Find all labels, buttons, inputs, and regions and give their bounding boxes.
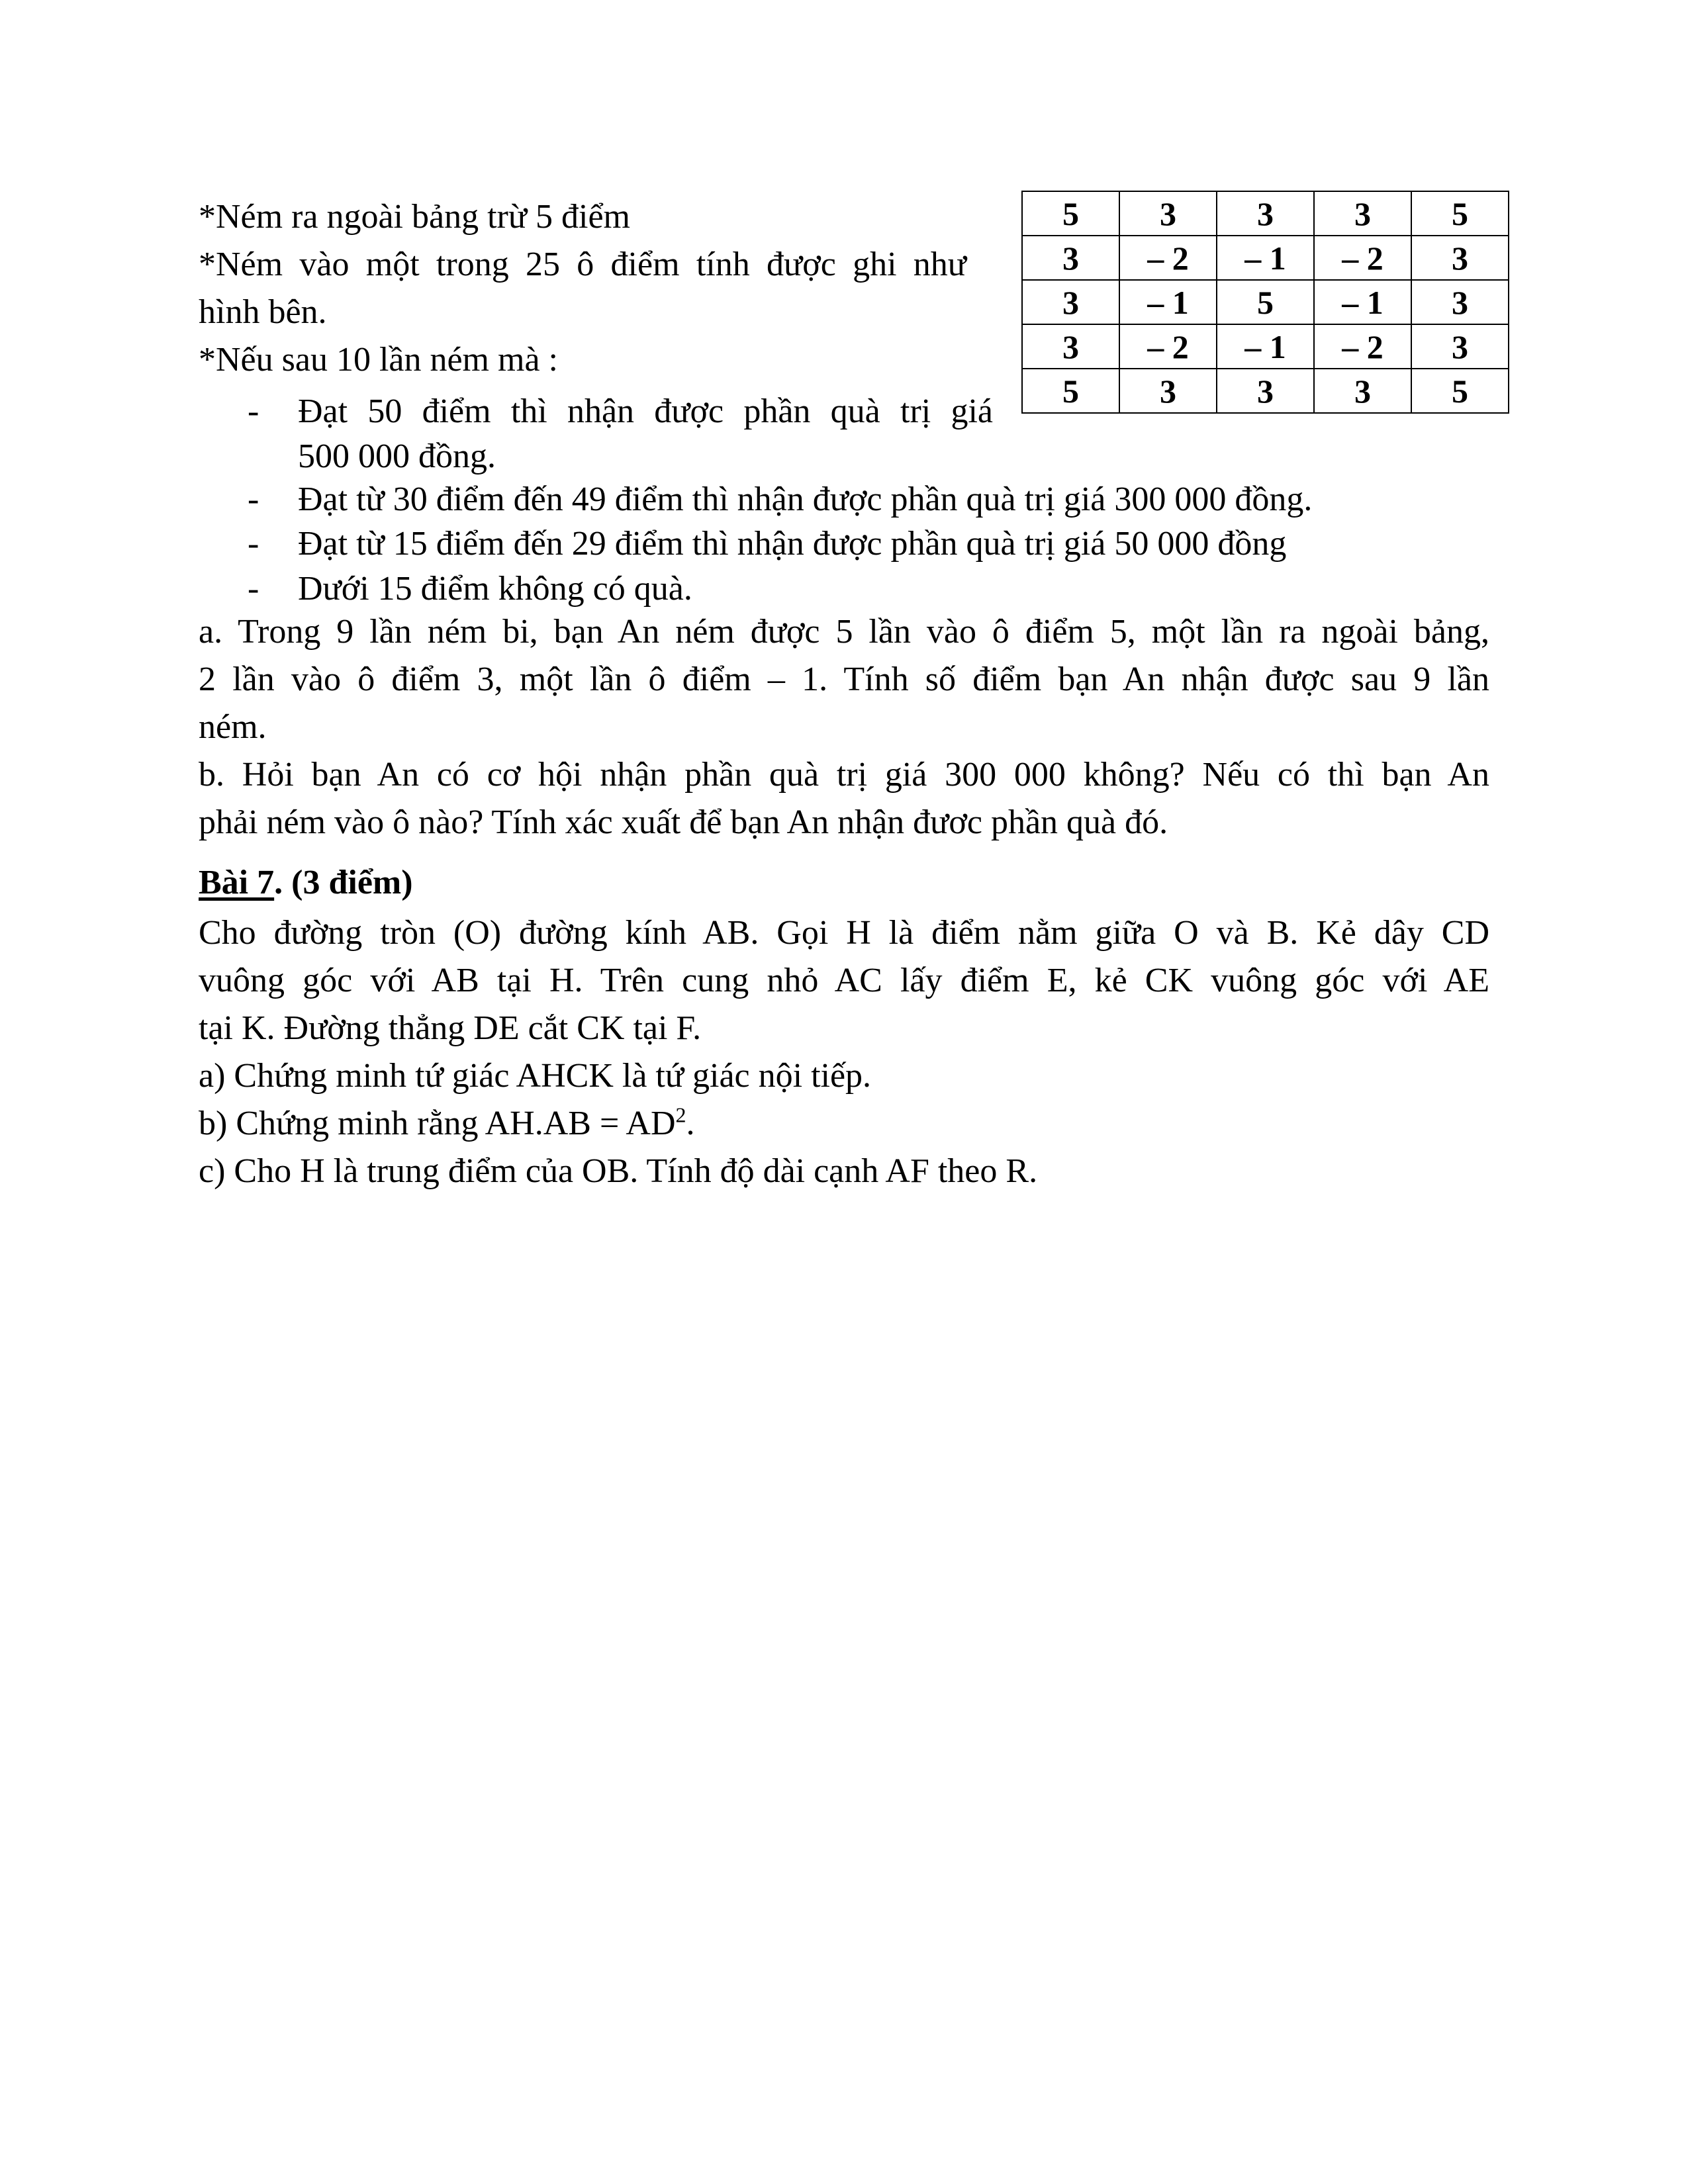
part-b-period: . — [686, 1105, 695, 1142]
heading-underlined: Bài 7 — [199, 864, 275, 901]
prize-item-50-cont: 500 000 đồng. — [298, 437, 496, 475]
board-cell: 3 — [1217, 191, 1314, 236]
rule-outside-board: *Ném ra ngoài bảng trừ 5 điểm — [199, 198, 631, 236]
list-bullet: - — [248, 525, 259, 563]
board-cell: 3 — [1022, 280, 1119, 324]
board-cell: – 1 — [1217, 236, 1314, 280]
board-row — [1022, 236, 1509, 280]
board-cell: – 2 — [1119, 324, 1217, 369]
prize-item-15-29: Đạt từ 15 điểm đến 29 điểm thì nhận được phần quà trị giá 50 000 đồng — [298, 525, 1287, 563]
board-cell: 5 — [1411, 369, 1509, 413]
board-row — [1022, 369, 1509, 413]
prize-item-50: Đạt 50 điểm thì nhận được phần quà trị giá — [298, 392, 993, 430]
question-b: b. Hỏi bạn An có cơ hội nhận phần quà trị giá 300 000 không? Nếu có thì bạn An — [199, 756, 1489, 794]
board-cell: – 2 — [1314, 236, 1411, 280]
part-c: c) Cho H là trung điểm của OB. Tính độ dài cạnh AF theo R. — [199, 1152, 1038, 1190]
question-a: a. Trong 9 lần ném bi, bạn An ném được 5 lần vào ô điểm 5, một lần ra ngoài bảng, — [199, 613, 1489, 651]
prize-item-30-49: Đạt từ 30 điểm đến 49 điểm thì nhận được phần quà trị giá 300 000 đồng. — [298, 480, 1313, 518]
board-cell: 5 — [1217, 280, 1314, 324]
board-cell: 3 — [1411, 280, 1509, 324]
question-a-cont: 2 lần vào ô điểm 3, một lần ô điểm – 1. Tính số điểm bạn An nhận được sau 9 lần — [199, 660, 1489, 698]
board-cell: 5 — [1411, 191, 1509, 236]
part-b-text: b) Chứng minh rằng AH.AB = AD — [199, 1105, 676, 1142]
board-cell: 5 — [1022, 191, 1119, 236]
board-cell: 5 — [1022, 369, 1119, 413]
board-cell: 3 — [1314, 369, 1411, 413]
board-cell: – 1 — [1217, 324, 1314, 369]
board-row — [1022, 280, 1509, 324]
problem-statement-cont: vuông góc với AB tại H. Trên cung nhỏ AC lấy điểm E, kẻ CK vuông góc với AE — [199, 962, 1489, 999]
list-bullet: - — [248, 570, 259, 608]
board-cell: 3 — [1314, 191, 1411, 236]
rule-inside-board: *Ném vào một trong 25 ô điểm tính được ghi như — [199, 246, 966, 283]
heading-points: . (3 điểm) — [274, 864, 413, 901]
part-a: a) Chứng minh tứ giác AHCK là tứ giác nội tiếp. — [199, 1057, 872, 1095]
question-a-end: ném. — [199, 708, 267, 746]
board-cell: 3 — [1411, 236, 1509, 280]
prize-item-under-15: Dưới 15 điểm không có quà. — [298, 570, 692, 608]
part-b — [199, 1104, 695, 1144]
section-heading-bai-7 — [199, 863, 413, 903]
board-cell: 3 — [1119, 191, 1217, 236]
question-b-end: phải ném vào ô nào? Tính xác xuất để bạn An nhận đươc phần quà đó. — [199, 803, 1168, 841]
rule-after-ten-throws: *Nếu sau 10 lần ném mà : — [199, 341, 558, 379]
list-bullet: - — [248, 392, 259, 430]
board-cell: 3 — [1217, 369, 1314, 413]
rule-inside-board-cont: hình bên. — [199, 293, 327, 331]
board-cell: – 2 — [1314, 324, 1411, 369]
board-cell: 3 — [1119, 369, 1217, 413]
list-bullet: - — [248, 480, 259, 518]
board-cell: – 2 — [1119, 236, 1217, 280]
board-cell: – 1 — [1314, 280, 1411, 324]
board-row — [1022, 324, 1509, 369]
board-row — [1022, 191, 1509, 236]
board-cell: 3 — [1411, 324, 1509, 369]
board-cell: – 1 — [1119, 280, 1217, 324]
problem-statement: Cho đường tròn (O) đường kính AB. Gọi H là điểm nằm giữa O và B. Kẻ dây CD — [199, 914, 1489, 952]
problem-statement-end: tại K. Đường thẳng DE cắt CK tại F. — [199, 1009, 702, 1047]
part-b-exponent: 2 — [675, 1103, 686, 1127]
board-cell: 3 — [1022, 236, 1119, 280]
board-cell: 3 — [1022, 324, 1119, 369]
score-board — [1021, 191, 1509, 414]
